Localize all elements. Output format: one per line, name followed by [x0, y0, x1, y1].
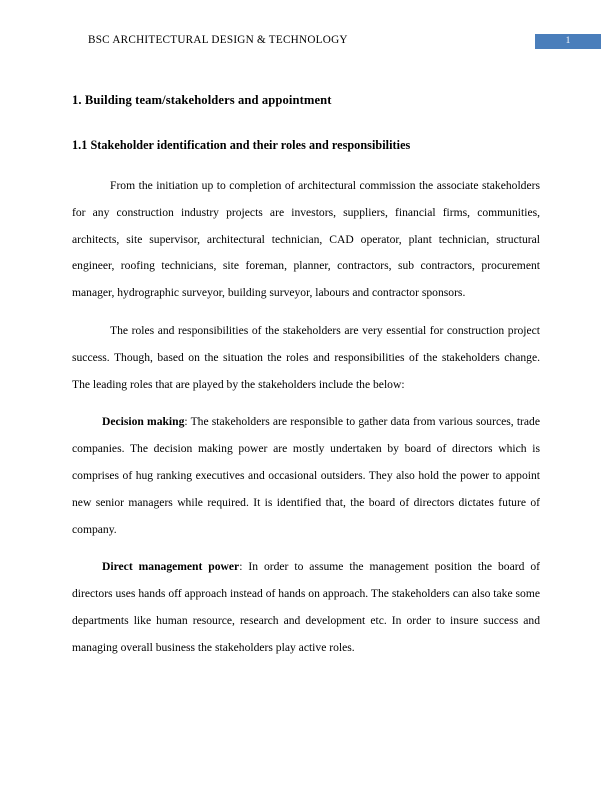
paragraph-roles-importance: [72, 318, 540, 398]
spacer: [72, 398, 540, 409]
spacer: [72, 307, 540, 318]
spacer: [72, 108, 540, 137]
paragraph-lead-term: Direct management power: [102, 560, 240, 574]
heading-section-1-1: 1.1 Stakeholder identification and their roles and responsibilities: [72, 138, 411, 152]
paragraph-text: The roles and responsibilities of the stakeholders are very essential for construction project success. Though, based on the situation the roles and responsibilities of the stakeholders change. The leading roles that are played by the stakeholders include the below:: [72, 323, 540, 391]
paragraph-stakeholder-list: [72, 173, 540, 307]
paragraph-lead-term: Decision making: [102, 415, 185, 429]
page-number-badge: [535, 34, 601, 49]
header-title: BSC ARCHITECTURAL DESIGN & TECHNOLOGY: [88, 34, 348, 46]
page-number-text: 1: [565, 36, 571, 46]
paragraph-direct-management-power: [72, 554, 540, 661]
document-body: [72, 92, 540, 662]
paragraph-decision-making: [72, 409, 540, 543]
paragraph-text: From the initiation up to completion of architectural commission the associate stakeholders for any construction industry projects are investors, suppliers, financial firms, communities, architects, site supervisor, architectural technician, CAD operator, plant technician, structural engineer, roofing technicians, site foreman, planner, contractors, sub contractors, procurement manager, hydrographic surveyor, building surveyor, labours and contractor sponsors.: [72, 179, 540, 300]
page-header: [72, 32, 571, 54]
paragraph-text: : The stakeholders are responsible to gather data from various sources, trade companies. The decision making power are mostly undertaken by board of directors which is comprises of hug ranking executives and occasional outsiders. They also hold the power to appoint new senior managers while required. It is identified that, the board of directors dictates future of company.: [72, 415, 540, 536]
spacer: [72, 153, 540, 173]
paragraph-text: : In order to assume the management position the board of directors uses hands off approach instead of hands on approach. The stakeholders can also take some departments like human resource, research and development etc. In order to insure success and managing overall business the stakeholders play active roles.: [72, 560, 540, 654]
spacer: [72, 543, 540, 554]
heading-section-1: 1. Building team/stakeholders and appointment: [72, 93, 332, 107]
